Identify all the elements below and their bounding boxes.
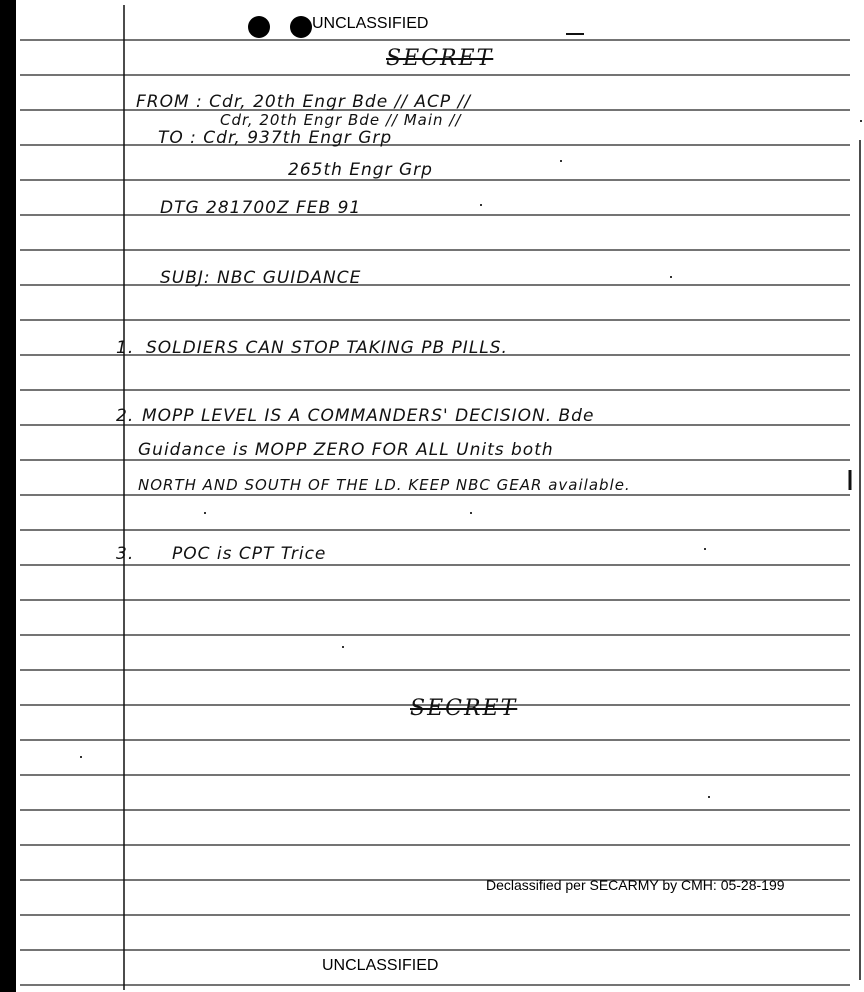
item-1-line: SOLDIERS CAN STOP TAKING PB PILLS. xyxy=(146,338,508,358)
item-1-number: 1. xyxy=(116,338,135,358)
from-line-2: Cdr, 20th Engr Bde // Main // xyxy=(220,111,462,129)
dtg-line: DTG 281700Z FEB 91 xyxy=(160,198,362,218)
scan-speck xyxy=(708,796,710,798)
item-3-line: POC is CPT Trice xyxy=(172,544,327,564)
scan-speck xyxy=(80,756,82,758)
scan-speck xyxy=(470,512,472,514)
item-2-line-1: MOPP LEVEL IS A COMMANDERS' DECISION. Bde xyxy=(142,406,595,426)
left-scan-edge xyxy=(0,0,16,992)
struck-secret-footer: SECRET xyxy=(410,696,518,721)
scan-speck xyxy=(860,120,862,122)
scan-speck xyxy=(704,548,706,550)
scan-speck xyxy=(560,160,562,162)
item-2-line-2: Guidance is MOPP ZERO FOR ALL Units both xyxy=(138,440,554,460)
scan-speck xyxy=(204,512,206,514)
item-3-number: 3. xyxy=(116,544,135,564)
to-line-2: 265th Engr Grp xyxy=(288,160,433,180)
subject-line: SUBJ: NBC GUIDANCE xyxy=(160,268,362,288)
scan-speck xyxy=(480,204,482,206)
declassified-note: Declassified per SECARMY by CMH: 05-28-199 xyxy=(486,877,785,893)
from-line: FROM : Cdr, 20th Engr Bde // ACP // xyxy=(136,92,472,112)
struck-secret-header: SECRET xyxy=(386,46,494,71)
scan-blob xyxy=(248,16,270,38)
item-2-number: 2. xyxy=(116,406,135,426)
scan-blob xyxy=(290,16,312,38)
scan-speck xyxy=(342,646,344,648)
classification-header: UNCLASSIFIED xyxy=(312,15,429,32)
scan-speck xyxy=(670,276,672,278)
to-line: TO : Cdr, 937th Engr Grp xyxy=(158,128,393,148)
classification-footer: UNCLASSIFIED xyxy=(322,957,439,974)
item-2-line-3: NORTH AND SOUTH OF THE LD. KEEP NBC GEAR available. xyxy=(138,476,631,494)
